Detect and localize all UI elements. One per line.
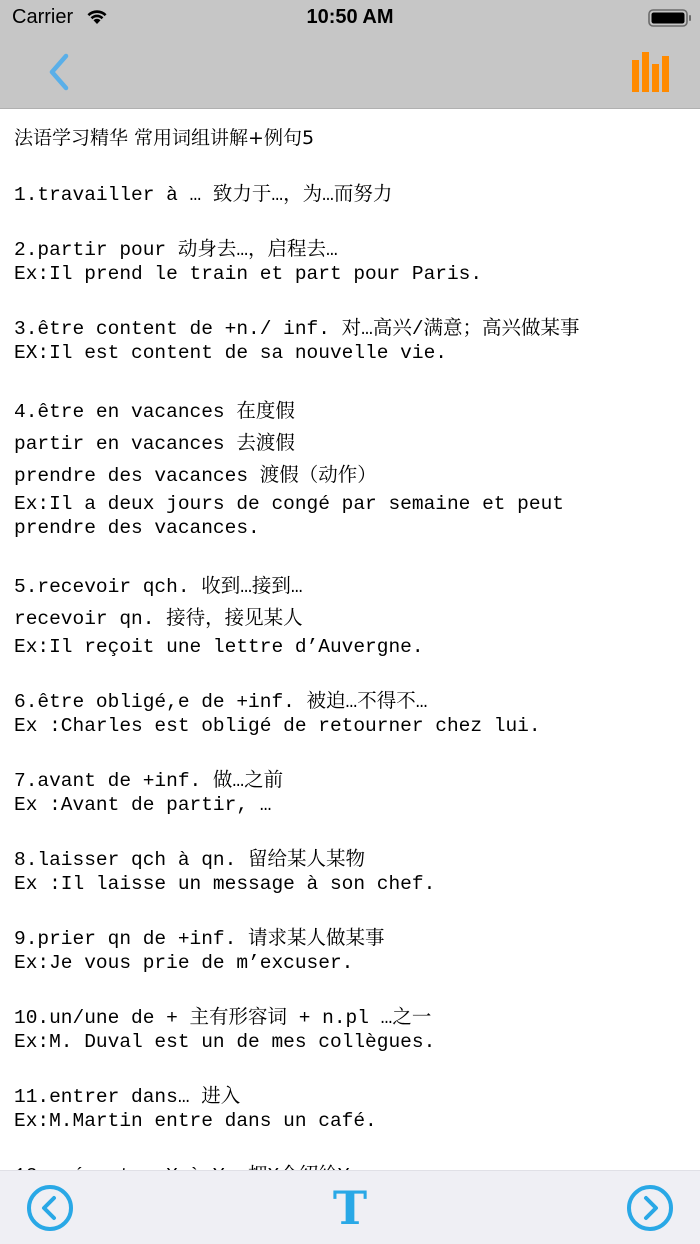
entry-line: 1.travailler à … 致力于…，为…而努力: [14, 184, 393, 206]
entry-line: 11.entrer dans… 进入: [14, 1086, 241, 1108]
entry-10: [14, 1006, 686, 1054]
entry-5: [14, 571, 686, 659]
entry-line: 7.avant de +inf. 做…之前: [14, 770, 284, 792]
entry-3: [14, 317, 686, 365]
entry-line: 8.laisser qch à qn. 留给某人某物: [14, 849, 366, 871]
entry-line: 9.prier qn de +inf. 请求某人做某事: [14, 928, 385, 950]
entry-line: 2.partir pour 动身去…，启程去…: [14, 239, 338, 261]
entry-line: 3.être content de +n./ inf. 对…高兴/满意；高兴做某事: [14, 318, 580, 340]
example-line: Ex :Il laisse un message à son chef.: [14, 873, 436, 895]
entry-11: [14, 1085, 686, 1133]
entry-7: [14, 769, 686, 817]
example-line: Ex:Il a deux jours de congé par semaine et peut: [14, 493, 564, 515]
lesson-content[interactable]: [0, 110, 700, 1170]
carrier-label: Carrier: [12, 6, 74, 28]
example-line: Ex:Je vous prie de m’excuser.: [14, 952, 354, 974]
entry-line: 5.recevoir qch. 收到…接到…: [14, 576, 303, 598]
entry-8: [14, 848, 686, 896]
entry-line: 4.être en vacances 在度假: [14, 401, 295, 423]
example-line: Ex:Il prend le train et part pour Paris.: [14, 263, 483, 285]
example-line: Ex :Charles est obligé de retourner chez lui.: [14, 715, 541, 737]
battery-icon: [648, 8, 692, 28]
clock: 10:50 AM: [306, 6, 394, 28]
circle-chevron-right-icon: [626, 1184, 674, 1232]
example-line: Ex:M. Duval est un de mes collègues.: [14, 1031, 436, 1053]
example-line: Ex:M.Martin entre dans un café.: [14, 1110, 377, 1132]
chevron-left-icon: [40, 50, 80, 94]
example-line: prendre des vacances.: [14, 517, 260, 539]
back-button[interactable]: [40, 50, 80, 94]
circle-chevron-left-icon: [26, 1184, 74, 1232]
example-line: EX:Il est content de sa nouvelle vie.: [14, 342, 447, 364]
entry-9: [14, 927, 686, 975]
example-line: Ex :Avant de partir, …: [14, 794, 272, 816]
bottom-toolbar: [0, 1170, 700, 1244]
entry-line: recevoir qn. 接待，接见某人: [14, 608, 303, 630]
audio-chart-button[interactable]: [630, 50, 674, 94]
lesson-title: 法语学习精华 常用词组讲解+例句5: [14, 127, 315, 149]
previous-lesson-button[interactable]: [26, 1184, 74, 1232]
entry-2: [14, 238, 686, 286]
entry-1: [14, 183, 686, 207]
entry-line: 10.un/une de + 主有形容词 + n.pl …之一: [14, 1007, 432, 1029]
entry-line: partir en vacances 去渡假: [14, 433, 295, 455]
example-line: Ex:Il reçoit une lettre d’Auvergne.: [14, 636, 424, 658]
status-bar: [0, 0, 700, 36]
next-lesson-button[interactable]: [626, 1184, 674, 1232]
entry-line: prendre des vacances 渡假（动作）: [14, 465, 377, 487]
font-size-button[interactable]: T: [332, 1181, 368, 1235]
entry-line: 6.être obligé,e de +inf. 被迫…不得不…: [14, 691, 428, 713]
bar-chart-icon: [630, 50, 674, 94]
navigation-bar: [0, 36, 700, 109]
entry-6: [14, 690, 686, 738]
entry-4: [14, 396, 686, 540]
